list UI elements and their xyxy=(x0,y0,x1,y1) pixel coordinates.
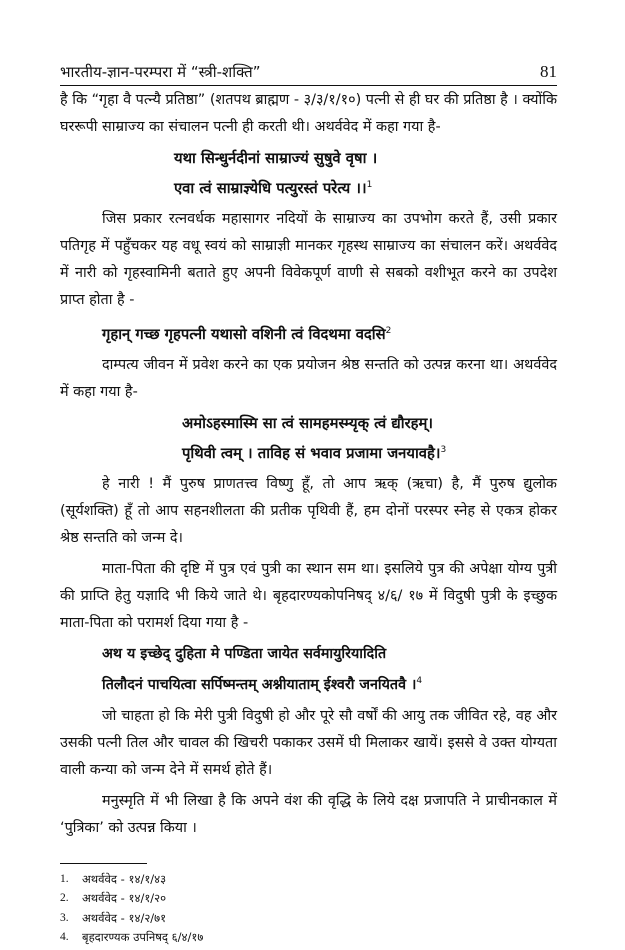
footnote-number: 4. xyxy=(60,931,69,944)
verse-2 xyxy=(60,318,557,348)
footnote xyxy=(60,909,557,929)
verse-4 xyxy=(60,641,557,699)
verse-1-line-1: यथा सिन्धुर्नदीनां साम्राज्यं सुषुवे वृषा । xyxy=(174,150,378,167)
footnote-number: 2. xyxy=(60,892,69,905)
footnote-ref-1: 1 xyxy=(366,180,373,190)
footnote-text: अथर्ववेद - १४/१/४३ xyxy=(82,871,167,886)
footnote xyxy=(60,928,557,948)
footnote-number: 1. xyxy=(60,872,69,885)
verse-3-line-1: अमोऽहस्मास्मि सा त्वं सामहमस्म्यृक् त्वं द्यौरहम्। xyxy=(182,414,433,432)
running-title: भारतीय-ज्ञान-परम्परा में “स्त्री-शक्ति” xyxy=(60,63,261,81)
verse-1-line-2: एवा त्वं साम्राज्ञ्येधि पत्युरस्तं परेत्य ।।$^1$ xyxy=(174,179,373,197)
paragraph-6: जो चाहता हो कि मेरी पुत्री विदुषी हो और पूरे सौ वर्षों की आयु तक जीवित रहे, वह और उसकी पत्नी तिल और चावल की खिचरी पकाकर उसमें घी मिलाकर खायें। इससे वे उक्त योग्यता वाली कन्या को जन्म देने में समर्थ होते हैं। xyxy=(60,707,557,778)
footnote-text: अथर्ववेद - १४/२/७१ xyxy=(82,910,167,925)
paragraph-2: जिस प्रकार रत्नवर्धक महासागर नदियों के साम्राज्य का उपभोग करते हैं, उसी प्रकार पतिगृह में पहुँचकर यह वधू स्वयं को साम्राज्ञी मानकर गृहस्थ साम्राज्य का संचालन करें। अथर्ववेद में नारी को गृहस्वामिनी बताते हुए अपनी विवेकपूर्ण वाणी से सबको वशीभूत करने का उपदेश प्राप्त होता है - xyxy=(60,210,557,308)
book-page xyxy=(60,62,557,948)
footnote-divider xyxy=(60,863,147,864)
verse-2-line-1: गृहान् गच्छ गृहपत्नी यथासो वशिनी त्वं विदथमा वदसि$^2$ xyxy=(102,325,392,343)
footnote-text: अथर्ववेद - १४/१/२० xyxy=(82,891,167,906)
footnotes xyxy=(60,870,557,948)
footnote xyxy=(60,870,557,890)
paragraph-7: मनुस्मृति में भी लिखा है कि अपने वंश की वृद्धि के लिये दक्ष प्रजापति ने प्राचीनकाल में ‘पुत्रिका’ को उत्पन्न किया । xyxy=(60,792,557,836)
verse-3 xyxy=(60,410,557,467)
footnote-ref-2: 2 xyxy=(385,325,392,336)
footnote-number: 3. xyxy=(60,911,69,924)
verse-3-line-2: पृथिवी त्वम् । ताविह सं भवाव प्रजामा जनयावहै।$^3$ xyxy=(182,444,447,462)
paragraph-3: दाम्पत्य जीवन में प्रवेश करने का एक प्रयोजन श्रेष्ठ सन्तति को उत्पन्न करना था। अथर्ववेद में कहा गया है- xyxy=(60,356,557,400)
footnote-ref-3: 3 xyxy=(440,444,447,455)
paragraph-5: माता-पिता की दृष्टि में पुत्र एवं पुत्री का स्थान सम था। इसलिये पुत्र की अपेक्षा योग्य पुत्री की प्राप्ति हेतु यज्ञादि भी किये जाते थे। बृहदारण्यकोपनिषद् ४/६/ १७ में विदुषी पुत्री के इच्छुक माता-पिता को परामर्श दिया गया है - xyxy=(60,560,557,631)
paragraph-4: हे नारी ! मैं पुरुष प्राणतत्त्व विष्णु हूँ, तो आप ऋक् (ऋचा) है, मैं पुरुष द्युलोक (सूर्यशक्ति) हूँ तो आप सहनशीलता की प्रतीक पृथिवी हैं, हम दोनों परस्पर स्नेह से एकत्र होकर श्रेष्ठ सन्तति को जन्म दे। xyxy=(60,475,557,546)
footnote-text: बृहदारण्यक उपनिषद् ६/४/१७ xyxy=(82,930,204,945)
verse-4-line-2: तिलौदनं पाचयित्वा सर्पिष्मन्तम् अश्नीयाताम् ईश्वरौ जनयितवै ।$^4$ xyxy=(102,675,423,693)
footnote xyxy=(60,889,557,909)
footnote-ref-4: 4 xyxy=(416,675,423,686)
verse-4-line-1: अथ य इच्छेद् दुहिता मे पण्डिता जायेत सर्वमायुरियादिति xyxy=(102,645,387,662)
running-header xyxy=(60,62,557,86)
page-number: 81 xyxy=(540,62,557,81)
paragraph-1: है कि “गृहा वै पत्न्यै प्रतिष्ठा” (शतपथ ब्राह्मण - ३/३/१/१०) पत्नी से ही घर की प्रतिष्ठा है । क्योंकि घररूपी साम्राज्य का संचालन पत्नी ही करती थी। अथर्ववेद में कहा गया है- xyxy=(60,92,557,135)
verse-1 xyxy=(60,145,557,202)
